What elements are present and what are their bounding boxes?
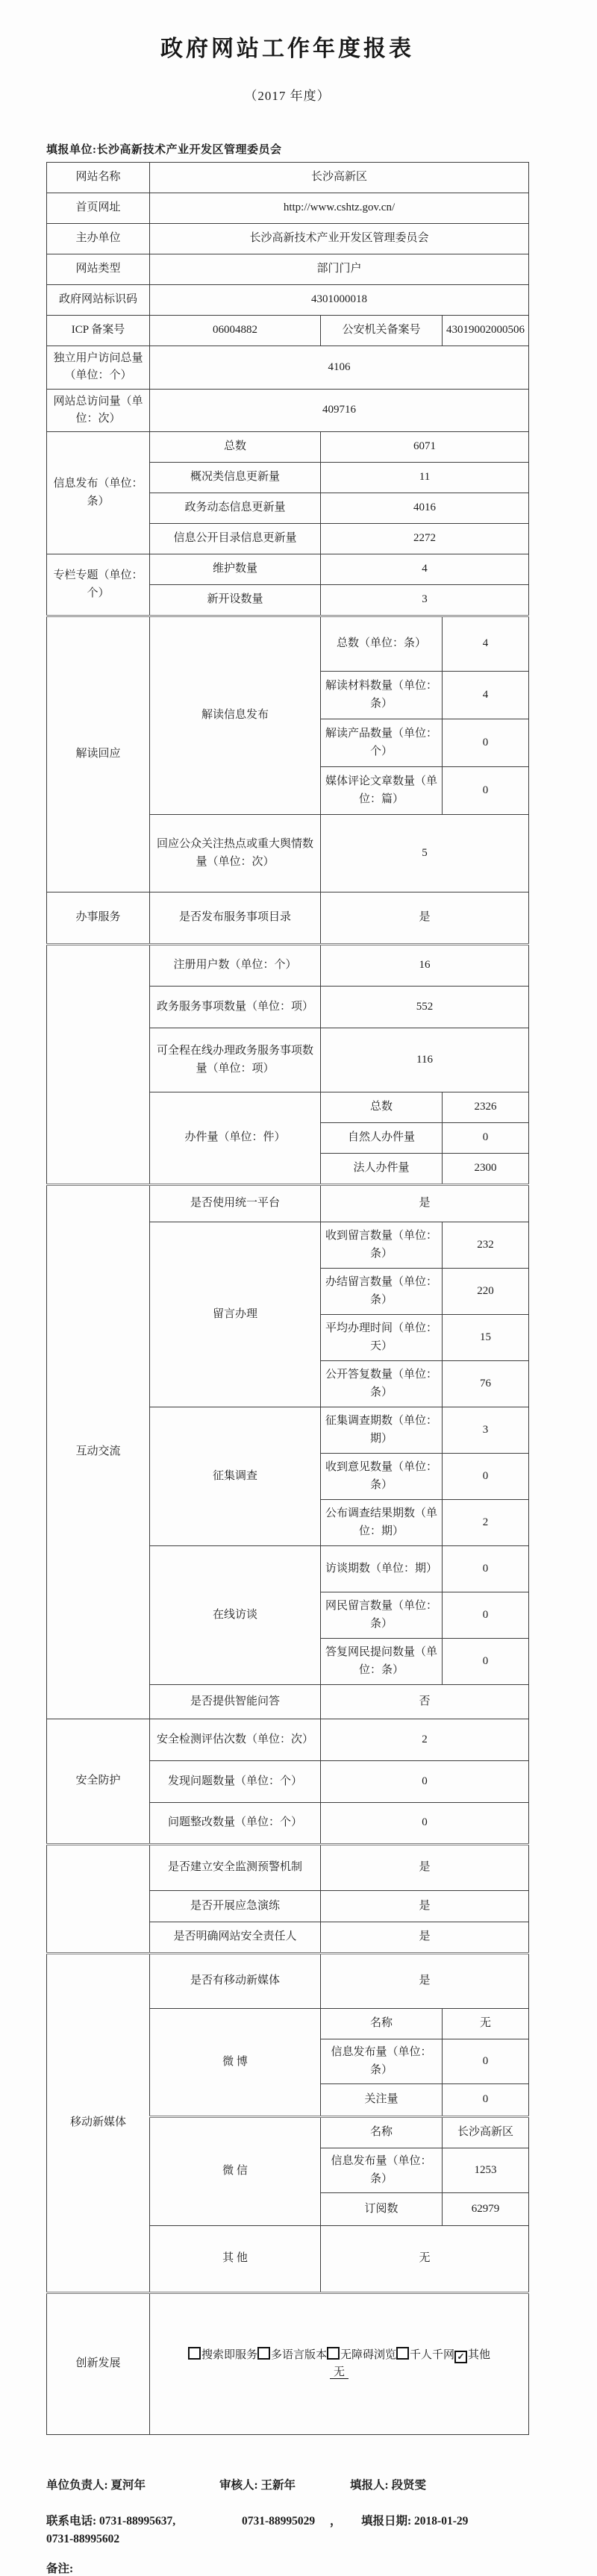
field-value: 4016: [321, 493, 529, 524]
field-value: 0: [443, 1592, 529, 1639]
innovation-option-label: 其他: [468, 2348, 491, 2361]
table-row: [47, 316, 529, 346]
remark-label: 备注:: [46, 2563, 74, 2575]
field-label: 总数: [321, 1092, 443, 1123]
field-value: 0: [443, 767, 529, 815]
field-label: 移动新媒体: [47, 1954, 150, 2293]
innovation-option-label: 无障碍浏览: [340, 2348, 396, 2361]
field-value: 220: [443, 1269, 529, 1315]
table-row: [47, 254, 529, 285]
field-label: 回应公众关注热点或重大舆情数量（单位：次）: [150, 815, 321, 892]
field-label: 办件量（单位：件）: [150, 1092, 321, 1185]
table-row: [47, 1845, 529, 1891]
field-value: 43019002000506: [443, 316, 529, 346]
field-label: 首页网址: [47, 193, 150, 224]
field-value: 2: [321, 1719, 529, 1761]
field-label: 网站类型: [47, 254, 150, 285]
field-label: 总数（单位：条）: [321, 616, 443, 672]
field-value: 409716: [150, 389, 529, 432]
field-value: 是: [321, 892, 529, 945]
field-label: 问题整改数量（单位：个）: [150, 1803, 321, 1845]
field-label: 是否明确网站安全责任人: [150, 1922, 321, 1954]
field-label: 收到留言数量（单位：条）: [321, 1222, 443, 1269]
field-label: 安全检测评估次数（单位：次）: [150, 1719, 321, 1761]
field-value: 4106: [150, 346, 529, 390]
field-label: 平均办理时间（单位：天）: [321, 1315, 443, 1361]
field-label: 征集调查期数（单位：期）: [321, 1407, 443, 1454]
field-label: 收到意见数量（单位：条）: [321, 1454, 443, 1500]
field-label: 政务动态信息更新量: [150, 493, 321, 524]
field-label: 公开答复数量（单位：条）: [321, 1361, 443, 1407]
field-label: ICP 备案号: [47, 316, 150, 346]
checkbox-icon: [188, 2347, 201, 2360]
table-row: [47, 163, 529, 193]
field-label: 微 博: [150, 2009, 321, 2117]
field-label: 公安机关备案号: [321, 316, 443, 346]
field-value: 0: [443, 2084, 529, 2117]
field-label: 政务服务事项数量（单位：项）: [150, 987, 321, 1028]
field-value: 0: [443, 719, 529, 767]
field-value: 116: [321, 1028, 529, 1092]
field-label: 独立用户访问总量（单位：个）: [47, 346, 150, 390]
report-footer: [46, 2476, 569, 2576]
annual-report-table: [46, 162, 529, 2435]
field-value: 是: [321, 1891, 529, 1922]
field-value: 是: [321, 1954, 529, 2009]
table-row: [47, 1185, 529, 1222]
field-label: 发现问题数量（单位：个）: [150, 1761, 321, 1803]
field-label: 概况类信息更新量: [150, 463, 321, 493]
field-value: 0: [443, 2039, 529, 2084]
report-date: 填报日期: 2018-01-29: [361, 2515, 469, 2527]
field-value: 长沙高新区: [150, 163, 529, 193]
field-label: 网站名称: [47, 163, 150, 193]
field-label: 名称: [321, 2117, 443, 2148]
field-label: 解读材料数量（单位：条）: [321, 672, 443, 719]
field-label: 答复网民提问数量（单位：条）: [321, 1639, 443, 1685]
field-label: 政府网站标识码: [47, 285, 150, 316]
innovation-option-label: 多语言版本: [270, 2348, 327, 2361]
checkbox-icon: [257, 2347, 270, 2360]
section-label: 创新发展: [47, 2293, 150, 2435]
field-label: 信息发布量（单位：条）: [321, 2039, 443, 2084]
table-row: [47, 389, 529, 432]
field-value: 0: [443, 1639, 529, 1685]
field-label: 新开设数量: [150, 585, 321, 616]
table-row: [47, 945, 529, 987]
field-label: 留言办理: [150, 1222, 321, 1407]
checkbox-checked-icon: ✓: [454, 2351, 467, 2363]
field-value: 2272: [321, 524, 529, 554]
field-label: 解读回应: [47, 616, 150, 892]
field-value: 4: [321, 554, 529, 585]
table-row: [47, 346, 529, 390]
field-label: 是否有移动新媒体: [150, 1954, 321, 2009]
field-label: 解读信息发布: [150, 616, 321, 815]
field-value: 0: [443, 1546, 529, 1592]
table-row: [47, 1719, 529, 1761]
field-value: 0: [321, 1803, 529, 1845]
field-value: 0: [321, 1761, 529, 1803]
field-value: 是: [321, 1922, 529, 1954]
field-value: 长沙高新区: [443, 2117, 529, 2148]
report-year-subtitle: （2017 年度）: [244, 89, 331, 103]
field-label: 办结留言数量（单位：条）: [321, 1269, 443, 1315]
field-label: 网站总访问量（单位：次）: [47, 389, 150, 432]
report-table-body: [47, 163, 529, 2435]
table-row: [47, 432, 529, 463]
field-value: 4301000018: [150, 285, 529, 316]
field-value: 是: [321, 1845, 529, 1891]
field-value: 4: [443, 616, 529, 672]
field-value: 否: [321, 1685, 529, 1719]
reporting-unit-line: 填报单位:长沙高新技术产业开发区管理委员会: [46, 144, 282, 156]
responsible-person: 单位负责人: 夏河年: [46, 2479, 146, 2492]
field-label: 订阅数: [321, 2193, 443, 2226]
field-label: 解读产品数量（单位：个）: [321, 719, 443, 767]
field-label: 微 信: [150, 2117, 321, 2226]
contact-phone-1: 联系电话: 0731-88995637,: [46, 2515, 176, 2527]
field-value: 部门门户: [150, 254, 529, 285]
field-label: 是否发布服务事项目录: [150, 892, 321, 945]
field-value: 1253: [443, 2148, 529, 2193]
contact-phone-3: 0731-88995602: [46, 2533, 120, 2545]
field-label: 维护数量: [150, 554, 321, 585]
field-value: 无: [321, 2226, 529, 2293]
contact-phone-2: 0731-88995029: [242, 2515, 316, 2527]
field-value: 62979: [443, 2193, 529, 2226]
field-value: 长沙高新技术产业开发区管理委员会: [150, 224, 529, 254]
field-label: 是否提供智能问答: [150, 1685, 321, 1719]
field-label: [47, 945, 150, 1185]
innovation-option-label: 搜索即服务: [201, 2348, 257, 2361]
field-label: 可全程在线办理政务服务事项数量（单位：项）: [150, 1028, 321, 1092]
table-row: [47, 554, 529, 585]
field-value: 6071: [321, 432, 529, 463]
field-value: 2326: [443, 1092, 529, 1123]
report-sheet: [46, 0, 528, 2435]
field-value: http://www.cshtz.gov.cn/: [150, 193, 529, 224]
field-label: 安全防护: [47, 1719, 150, 1845]
checkbox-icon: [396, 2347, 409, 2360]
table-row: [47, 892, 529, 945]
table-row: [47, 1954, 529, 2009]
innovation-options-cell: [150, 2293, 529, 2435]
field-value: 是: [321, 1185, 529, 1222]
field-value: 4: [443, 672, 529, 719]
field-label: 是否建立安全监测预警机制: [150, 1845, 321, 1891]
table-row: [47, 616, 529, 672]
field-label: 公布调查结果期数（单位：期）: [321, 1500, 443, 1546]
field-value: 3: [321, 585, 529, 616]
field-value: 16: [321, 945, 529, 987]
field-label: 互动交流: [47, 1185, 150, 1719]
field-label: 法人办件量: [321, 1154, 443, 1185]
field-value: 3: [443, 1407, 529, 1454]
field-value: 0: [443, 1454, 529, 1500]
field-value: 0: [443, 1123, 529, 1154]
field-label: 媒体评论文章数量（单位：篇）: [321, 767, 443, 815]
field-label: 自然人办件量: [321, 1123, 443, 1154]
checkbox-icon: [327, 2347, 340, 2360]
comma-separator: ，: [330, 2515, 342, 2527]
table-row: [47, 2293, 529, 2435]
field-label: 办事服务: [47, 892, 150, 945]
field-label: 关注量: [321, 2084, 443, 2117]
field-value: 552: [321, 987, 529, 1028]
field-value: 232: [443, 1222, 529, 1269]
auditor: 审核人: 王新年: [219, 2479, 296, 2492]
field-label: 是否使用统一平台: [150, 1185, 321, 1222]
table-row: [47, 224, 529, 254]
field-label: 其 他: [150, 2226, 321, 2293]
field-value: 无: [443, 2009, 529, 2039]
table-row: [47, 193, 529, 224]
field-label: 网民留言数量（单位：条）: [321, 1592, 443, 1639]
field-label: 主办单位: [47, 224, 150, 254]
field-label: 是否开展应急演练: [150, 1891, 321, 1922]
field-label: 征集调查: [150, 1407, 321, 1546]
field-label: 专栏专题（单位：个）: [47, 554, 150, 616]
field-value: 15: [443, 1315, 529, 1361]
field-label: 信息发布（单位：条）: [47, 432, 150, 554]
field-label: 信息发布量（单位：条）: [321, 2148, 443, 2193]
field-value: 5: [321, 815, 529, 892]
field-value: 06004882: [150, 316, 321, 346]
innovation-option-label: 千人千网: [410, 2348, 455, 2361]
field-value: 2: [443, 1500, 529, 1546]
field-label: 总数: [150, 432, 321, 463]
page-title: 政府网站工作年度报表: [160, 37, 414, 61]
table-row: [47, 285, 529, 316]
field-label: [47, 1845, 150, 1954]
field-label: 信息公开目录信息更新量: [150, 524, 321, 554]
field-label: 在线访谈: [150, 1546, 321, 1685]
field-label: 名称: [321, 2009, 443, 2039]
field-label: 注册用户数（单位：个）: [150, 945, 321, 987]
field-value: 11: [321, 463, 529, 493]
innovation-other-value: 无: [330, 2366, 348, 2379]
field-value: 76: [443, 1361, 529, 1407]
filler: 填报人: 段贤雯: [350, 2479, 427, 2492]
field-label: 访谈期数（单位：期）: [321, 1546, 443, 1592]
field-value: 2300: [443, 1154, 529, 1185]
